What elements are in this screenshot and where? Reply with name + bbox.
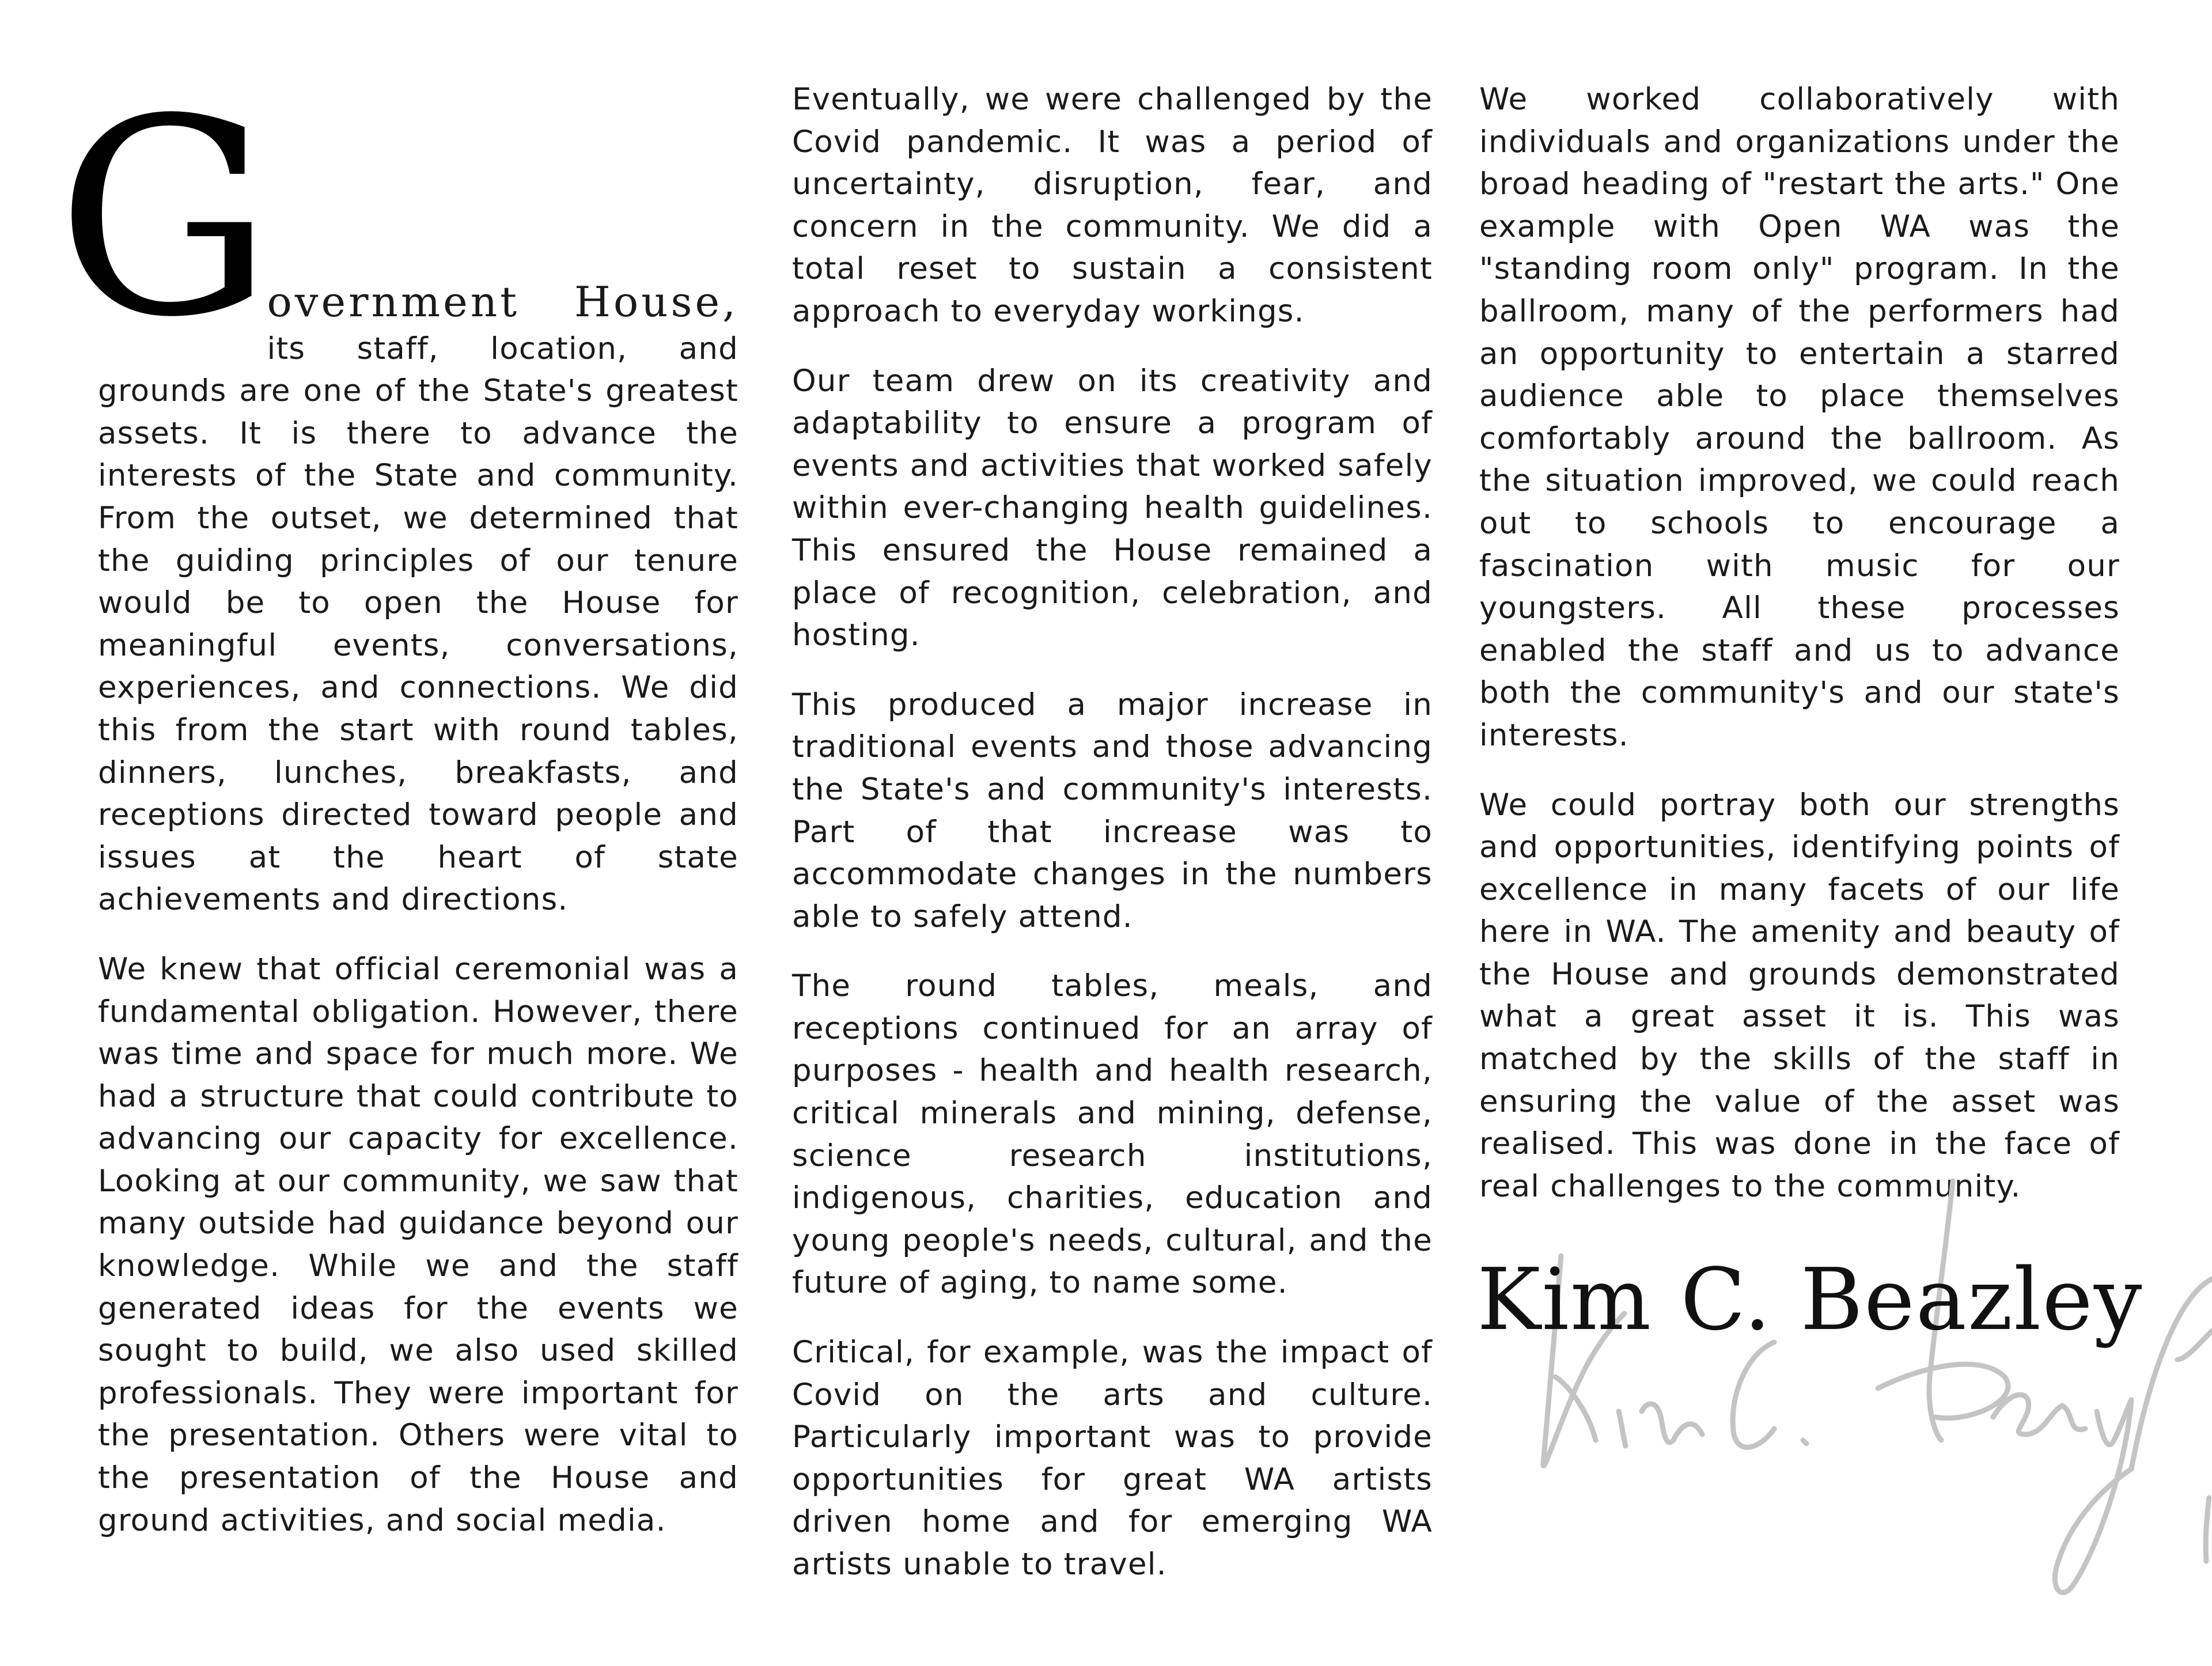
text-column-3 — [1479, 78, 2120, 1235]
text-column-1 — [56, 0, 738, 1569]
paragraph: This produced a major increase in traditional events and those advancing the State's and community's interests. Part of that increase was to accommodate changes in the numbers able to safely attend. — [792, 687, 1433, 934]
paragraph: Critical, for example, was the impact of Covid on the arts and culture. Particularly important was to provide opportunities for great WA artists driven home and for emerging WA artists unable to travel. — [792, 1335, 1433, 1582]
paragraph: Eventually, we were challenged by the Covid pandemic. It was a period of uncertainty, disruption, fear, and concern in the community. We did a total reset to sustain a consistent approach to everyday workings. — [792, 82, 1433, 329]
paragraph: We could portray both our strengths and opportunities, identifying points of excellence in many facets of our life here in WA. The amenity and beauty of the House and grounds demonstrated what a great asset it is. This was matched by the skills of the staff in ensuring the value of the asset was realised. This was done in the face of real challenges to the community. — [1479, 787, 2120, 1204]
lead-words: overnment House, — [267, 278, 738, 326]
paragraph: We knew that official ceremonial was a fundamental obligation. However, there was time and space for much more. We had a structure that could contribute to advancing our capacity for excellence. Looking at our community, we saw that many outside had guidance beyond our knowledge. While we and the staff generated ideas for the events we sought to build, we also used skilled professionals. They were important for the presentation. Others were vital to the presentation of the House and ground activities, and social media. — [98, 951, 738, 1538]
signatory-name: Kim C. Beazley — [1477, 1250, 2143, 1349]
paragraph: Our team drew on its creativity and adaptability to ensure a program of events and activities that worked safely within ever-changing health guidelines. This ensured the House remained a place of recognition, celebration, and hosting. — [792, 363, 1433, 653]
paragraph: The round tables, meals, and receptions continued for an array of purposes - health and health research, critical minerals and mining, defense, science research institutions, indigenous, charities, education and young people's needs, cultural, and the future of aging, to name some. — [792, 968, 1433, 1301]
paragraph: We worked collaboratively with individuals and organizations under the broad heading of "restart the arts." One example with Open WA was the "standing room only" program. In the ballroom, many of the performers had an opportunity to entertain a starred audience able to place themselves comfortably around the ballroom. As the situation improved, we could reach out to schools to encourage a fascination with music for our youngsters. All these processes enabled the staff and us to advance both the community's and our state's interests. — [1479, 82, 2120, 753]
opening-paragraph-text: its staff, location, and grounds are one of the State's greatest assets. It is there to advance the interests of the State and community. From the outset, we determined that the guiding principles of our tenure would be to open the House for meaningful events, conversations, experiences, and connections. We did this from the start with round tables, dinners, lunches, breakfasts, and receptions directed toward people and issues at the heart of state achievements and directions. — [98, 331, 738, 918]
signature-block — [1475, 1169, 2212, 1607]
opening-paragraph — [56, 0, 738, 921]
text-column-2 — [792, 78, 1433, 1613]
drop-cap: G — [56, 61, 267, 376]
handwritten-signature — [1475, 1169, 2212, 1607]
